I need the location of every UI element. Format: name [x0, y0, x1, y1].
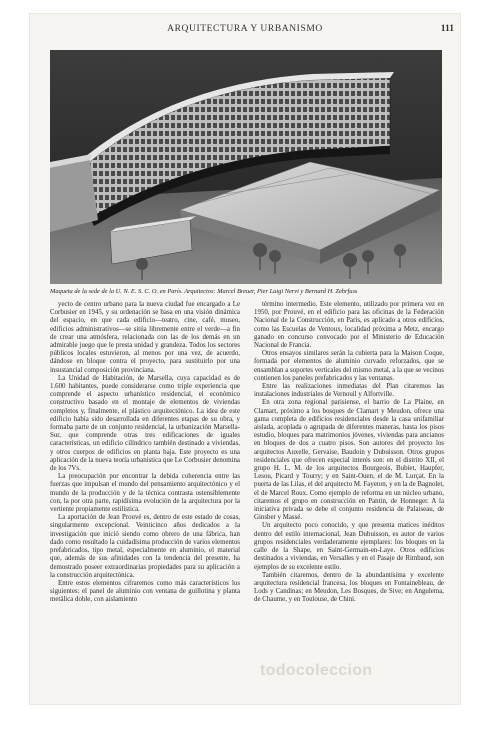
running-title: ARQUITECTURA Y URBANISMO [167, 24, 323, 34]
building-model-photo [50, 50, 442, 284]
watermark-logo: todocoleccion [260, 662, 373, 679]
paragraph: La preocupación por encontrar la debida coherencia entre las fuerzas que impulsan el mundo del pensamiento arquitectónico y el mundo de la producción y de la técnica contrasta ostensiblemente con, la por otra parte, rapidísima evolución de la arquitectura por la vertiente propiamente estilística. [50, 473, 240, 514]
paragraph: Otros ensayos similares serán la cubierta para la Maison Coque, formada por elementos de aluminio curvado reforzados, que se ensamblan a soportes verticales del mismo metal, a la que se vecinos contienen los paneles prefabricados y las ventanas. [254, 350, 444, 382]
running-header [30, 24, 460, 40]
page-number: 111 [440, 24, 454, 34]
paragraph: yecto de centro urbano para la nueva ciudad fue encargado a Le Corbusier en 1945, y su ordenación se basa en una visión dinámica del espacio, en que cada edificio—teatro, cine, café, museo, edificios administrativos—se sitúa libremente entre el verde—a fin de crear una atmósfera, relacionada con las de los demás en un admirable juego que le presta unidad y grandeza. Todos los sectores públicos locales estuvieron, al menos por una vez, de acuerdo, dándose en bloque contra el proyecto, para sustituirlo por una insustancial composición provinciana. [50, 301, 240, 374]
model-photo-illustration [50, 50, 442, 284]
paragraph: Un arquitecto poco conocido, y que presenta matices inéditos dentro del estilo internacional, Jean Dubuisson, es autor de varios grupos residenciales verdaderamente ejemplares: los bloques en la calle de la Shape, en Saint-Germain-en-Laye. Otros edificios destinados a viviendas, en Versalles y en el Pasaje de Rimbaud, son ejemplos de su excelente estilo. [254, 522, 444, 571]
paragraph: término intermedio. Este elemento, utilizado por primera vez en 1950, por Prouvé, en el edificio para las oficinas de la Federación Nacional de la Construcción, en París, es aplicado a otros edificios, como las Escuelas de Ventoux, localidad próxima a Metz, encargo ganado en concurso convocado por el Ministerio de Educación Nacional de Francia. [254, 301, 444, 350]
paragraph: Entre las realizaciones inmediatas del Plan citaremos las instalaciones industriales de Vernouil y Alfortville. [254, 383, 444, 399]
left-text-column [50, 301, 240, 605]
paragraph: La Unidad de Habitación, de Marsella, cuya capacidad es de 1.600 habitantes, puede considerarse como triple experiencia que comprende el aspecto urbanístico residencial, el económico constructivo basado en el montaje de elementos de viviendas completos y, finalmente, el plástico arquitectónico. La idea de este edificio había sido desarrollada en diferentes etapas de su obra, y formaba parte de un conjunto residencial, la urbanización Marsella-Sur, que comprende otras tres edificaciones de iguales características, un edificio cilíndrico también destinado a viviendas, y otros cuerpos de edificios en planta baja. Este proyecto es una aplicación de la nueva teoría urbanística que Le Corbusier denomina de los 7Vs. [50, 374, 240, 473]
photo-caption: Maqueta de la sede de la U. N. E. S. C. O. en París. Arquitectos: Marcel Breuer, Pier Luigi Nervi y Bernard H. Zehrfuss [50, 288, 358, 295]
paragraph: La aportación de Jean Prouvé es, dentro de este estado de cosas, singularmente excepcional. Veinticinco años dedicados a la investigación que inició siendo como obrero de una fábrica, han dado como resultado la cuidadísima producción de varios elementos prefabricados, tipo metal, especialmente en aluminio, el material que, además de sus afinidades con la tendencia del presente, ha demostrado poseer extraordinarias propiedades para su aplicación a la construcción arquitectónica. [50, 514, 240, 579]
paragraph: También citaremos, dentro de la abundantísima y excelente arquitectura residencial francesa, los bloques en Fontainebleau, de Lods y Candinas; en Meudon, Les Bosques, de Sive; en Angulema, de Chaume, y en Toulouse, de Chini. [254, 571, 444, 604]
right-text-column [254, 301, 444, 605]
magazine-page [30, 14, 460, 704]
paragraph: Entre estos elementos cifraremos como más característicos los siguientes: el panel de aluminio con ventana de guillotina y planta metálica doble, con aislamiento [50, 579, 240, 604]
paragraph: En otra zona regional parisiense, el barrio de La Plaine, en Clamart, próximo a los bosques de Clamart y Meudon, ofrece una gama completa de edificios residenciales desde la casa unifamiliar aislada, acoplada o agrupada de diferentes maneras, hasta los pisos estudio, bloques para matrimonios jóvenes, viviendas para ancianos en bloques de dos a cuatro pisos. Son autores del proyecto los arquitectos Auxelle, Gervaise, Baudoin y Dubuisson. Otros grupos residenciales que ofrecen especial interés son: en el distrito XII, el grupo H. L. M. de los arquitectos Bourgeois, Bubiet, Haupfer, Lesou, Picard y Tourry; y en Saint-Ouen, el de M. Lurçat. En la puerta de las Lilas, el del arquitecto M. Fayeton, y en la de Bagnolet, el de Marcel Roux. Como ejemplo de reforma en un núcleo urbano, citaremos el grupo en construcción en Pantin, de Honneger. A la iniciativa privada se debe el conjunto residencia de Palaiseau, de Ginsber y Massé. [254, 399, 445, 522]
